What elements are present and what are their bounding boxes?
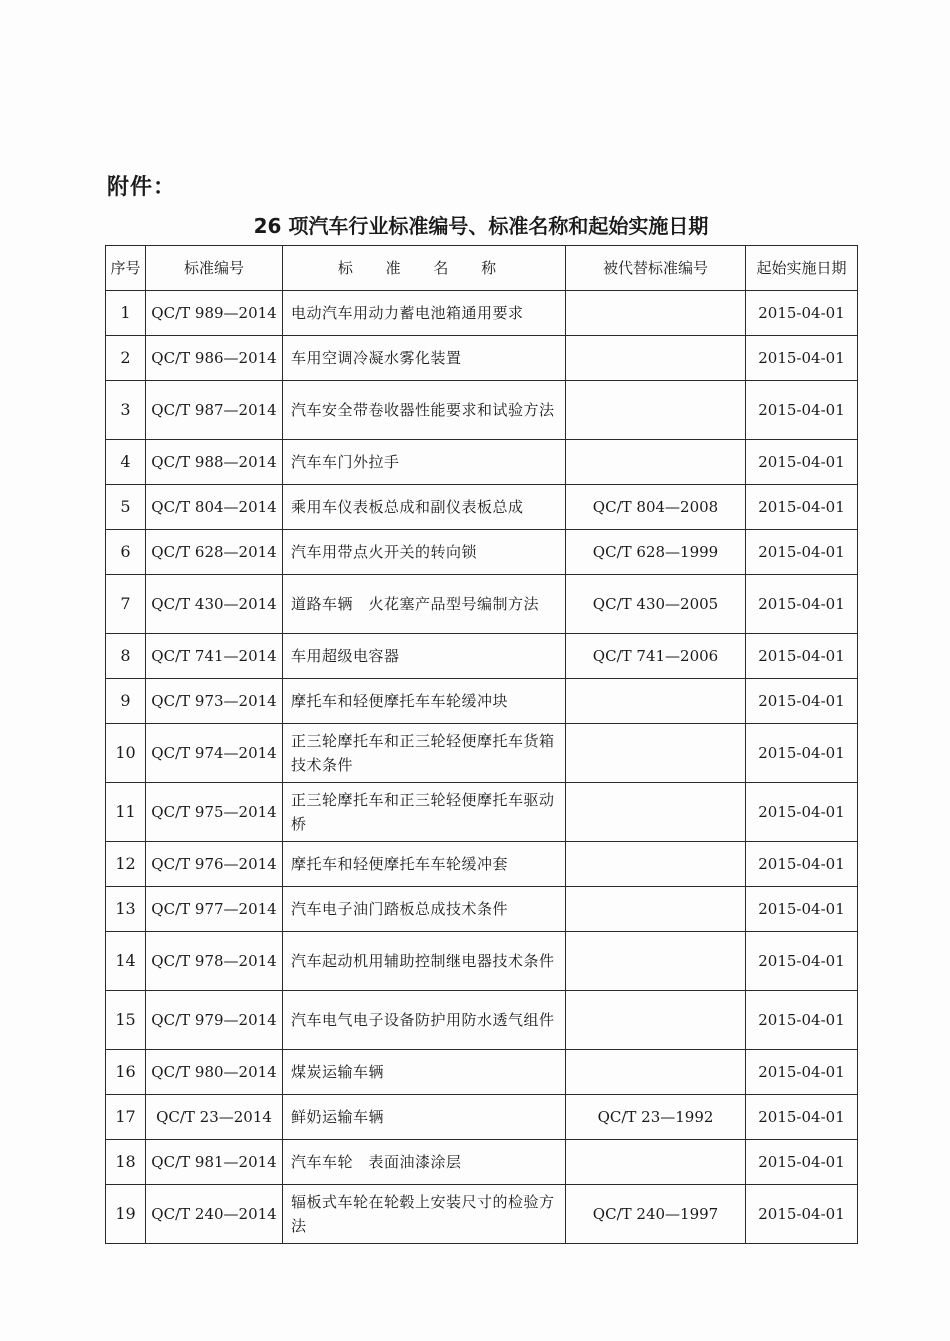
cell-implementation-date: 2015-04-01 <box>746 887 858 932</box>
attachment-label: 附件： <box>107 175 177 200</box>
cell-standard-code: QC/T 979—2014 <box>146 991 283 1050</box>
cell-standard-name: 汽车起动机用辅助控制继电器技术条件 <box>283 932 566 991</box>
cell-standard-name: 汽车电气电子设备防护用防水透气组件 <box>283 991 566 1050</box>
cell-standard-code: QC/T 23—2014 <box>146 1095 283 1140</box>
cell-implementation-date: 2015-04-01 <box>746 381 858 440</box>
cell-standard-name: 道路车辆 火花塞产品型号编制方法 <box>283 575 566 634</box>
table-row <box>106 336 858 381</box>
document-title: 26 项汽车行业标准编号、标准名称和起始实施日期 <box>253 214 709 238</box>
cell-standard-name: 鲜奶运输车辆 <box>283 1095 566 1140</box>
cell-no: 15 <box>106 991 146 1050</box>
cell-standard-name: 正三轮摩托车和正三轮轻便摩托车货箱技术条件 <box>283 724 566 783</box>
cell-standard-name: 车用超级电容器 <box>283 634 566 679</box>
cell-implementation-date: 2015-04-01 <box>746 1095 858 1140</box>
table-row <box>106 1050 858 1095</box>
cell-replaced-code <box>566 887 746 932</box>
cell-replaced-code: QC/T 804—2008 <box>566 485 746 530</box>
cell-standard-code: QC/T 977—2014 <box>146 887 283 932</box>
cell-implementation-date: 2015-04-01 <box>746 530 858 575</box>
cell-replaced-code <box>566 440 746 485</box>
cell-standard-name: 汽车车轮 表面油漆涂层 <box>283 1140 566 1185</box>
cell-no: 17 <box>106 1095 146 1140</box>
cell-implementation-date: 2015-04-01 <box>746 634 858 679</box>
cell-standard-code: QC/T 978—2014 <box>146 932 283 991</box>
table-row <box>106 932 858 991</box>
table-row <box>106 440 858 485</box>
cell-replaced-code <box>566 724 746 783</box>
cell-no: 11 <box>106 783 146 842</box>
table-row <box>106 1140 858 1185</box>
cell-implementation-date: 2015-04-01 <box>746 336 858 381</box>
cell-standard-name: 乘用车仪表板总成和副仪表板总成 <box>283 485 566 530</box>
cell-replaced-code: QC/T 23—1992 <box>566 1095 746 1140</box>
cell-implementation-date: 2015-04-01 <box>746 1185 858 1244</box>
cell-replaced-code <box>566 842 746 887</box>
cell-standard-code: QC/T 741—2014 <box>146 634 283 679</box>
table-row <box>106 679 858 724</box>
cell-standard-name: 煤炭运输车辆 <box>283 1050 566 1095</box>
cell-no: 19 <box>106 1185 146 1244</box>
cell-implementation-date: 2015-04-01 <box>746 932 858 991</box>
table-row <box>106 381 858 440</box>
cell-standard-name: 电动汽车用动力蓄电池箱通用要求 <box>283 291 566 336</box>
cell-no: 7 <box>106 575 146 634</box>
cell-no: 4 <box>106 440 146 485</box>
cell-standard-code: QC/T 430—2014 <box>146 575 283 634</box>
cell-standard-code: QC/T 973—2014 <box>146 679 283 724</box>
header-code: 标准编号 <box>146 246 283 291</box>
cell-implementation-date: 2015-04-01 <box>746 842 858 887</box>
table-row <box>106 724 858 783</box>
cell-standard-name: 摩托车和轻便摩托车车轮缓冲块 <box>283 679 566 724</box>
cell-replaced-code: QC/T 741—2006 <box>566 634 746 679</box>
cell-no: 16 <box>106 1050 146 1095</box>
cell-standard-name: 汽车车门外拉手 <box>283 440 566 485</box>
table-row <box>106 485 858 530</box>
cell-no: 8 <box>106 634 146 679</box>
cell-no: 3 <box>106 381 146 440</box>
cell-no: 2 <box>106 336 146 381</box>
cell-implementation-date: 2015-04-01 <box>746 1140 858 1185</box>
cell-standard-code: QC/T 987—2014 <box>146 381 283 440</box>
table-row <box>106 1095 858 1140</box>
cell-standard-name: 车用空调冷凝水雾化装置 <box>283 336 566 381</box>
cell-standard-name: 正三轮摩托车和正三轮轻便摩托车驱动桥 <box>283 783 566 842</box>
table-row <box>106 530 858 575</box>
cell-replaced-code: QC/T 628—1999 <box>566 530 746 575</box>
cell-replaced-code <box>566 1140 746 1185</box>
cell-no: 6 <box>106 530 146 575</box>
table-row <box>106 783 858 842</box>
cell-no: 18 <box>106 1140 146 1185</box>
cell-standard-name: 辐板式车轮在轮毂上安装尺寸的检验方法 <box>283 1185 566 1244</box>
cell-standard-code: QC/T 628—2014 <box>146 530 283 575</box>
table-row <box>106 991 858 1050</box>
cell-replaced-code: QC/T 430—2005 <box>566 575 746 634</box>
cell-no: 13 <box>106 887 146 932</box>
cell-standard-code: QC/T 804—2014 <box>146 485 283 530</box>
cell-replaced-code <box>566 991 746 1050</box>
header-replaced: 被代替标准编号 <box>566 246 746 291</box>
cell-standard-name: 汽车电子油门踏板总成技术条件 <box>283 887 566 932</box>
cell-replaced-code <box>566 291 746 336</box>
cell-standard-code: QC/T 986—2014 <box>146 336 283 381</box>
cell-standard-code: QC/T 240—2014 <box>146 1185 283 1244</box>
cell-replaced-code <box>566 1050 746 1095</box>
cell-no: 9 <box>106 679 146 724</box>
cell-standard-code: QC/T 989—2014 <box>146 291 283 336</box>
cell-standard-code: QC/T 980—2014 <box>146 1050 283 1095</box>
cell-implementation-date: 2015-04-01 <box>746 1050 858 1095</box>
cell-standard-code: QC/T 976—2014 <box>146 842 283 887</box>
header-date: 起始实施日期 <box>746 246 858 291</box>
cell-replaced-code: QC/T 240—1997 <box>566 1185 746 1244</box>
cell-no: 5 <box>106 485 146 530</box>
cell-no: 12 <box>106 842 146 887</box>
cell-standard-name: 摩托车和轻便摩托车车轮缓冲套 <box>283 842 566 887</box>
cell-replaced-code <box>566 783 746 842</box>
cell-standard-name: 汽车安全带卷收器性能要求和试验方法 <box>283 381 566 440</box>
cell-standard-name: 汽车用带点火开关的转向锁 <box>283 530 566 575</box>
table-row <box>106 1185 858 1244</box>
cell-replaced-code <box>566 679 746 724</box>
table-row <box>106 887 858 932</box>
table-row <box>106 575 858 634</box>
table-row <box>106 842 858 887</box>
cell-implementation-date: 2015-04-01 <box>746 724 858 783</box>
cell-no: 1 <box>106 291 146 336</box>
header-no: 序号 <box>106 246 146 291</box>
cell-implementation-date: 2015-04-01 <box>746 291 858 336</box>
cell-standard-code: QC/T 981—2014 <box>146 1140 283 1185</box>
table-body <box>106 291 858 1244</box>
header-name: 标 准 名 称 <box>283 246 566 291</box>
cell-standard-code: QC/T 974—2014 <box>146 724 283 783</box>
cell-implementation-date: 2015-04-01 <box>746 679 858 724</box>
table-header-row <box>106 246 858 291</box>
cell-no: 14 <box>106 932 146 991</box>
table-row <box>106 634 858 679</box>
cell-replaced-code <box>566 932 746 991</box>
cell-implementation-date: 2015-04-01 <box>746 575 858 634</box>
cell-implementation-date: 2015-04-01 <box>746 485 858 530</box>
cell-replaced-code <box>566 336 746 381</box>
cell-standard-code: QC/T 975—2014 <box>146 783 283 842</box>
cell-implementation-date: 2015-04-01 <box>746 991 858 1050</box>
cell-implementation-date: 2015-04-01 <box>746 440 858 485</box>
cell-standard-code: QC/T 988—2014 <box>146 440 283 485</box>
cell-no: 10 <box>106 724 146 783</box>
cell-replaced-code <box>566 381 746 440</box>
cell-implementation-date: 2015-04-01 <box>746 783 858 842</box>
table-row <box>106 291 858 336</box>
standards-table <box>105 245 858 1244</box>
